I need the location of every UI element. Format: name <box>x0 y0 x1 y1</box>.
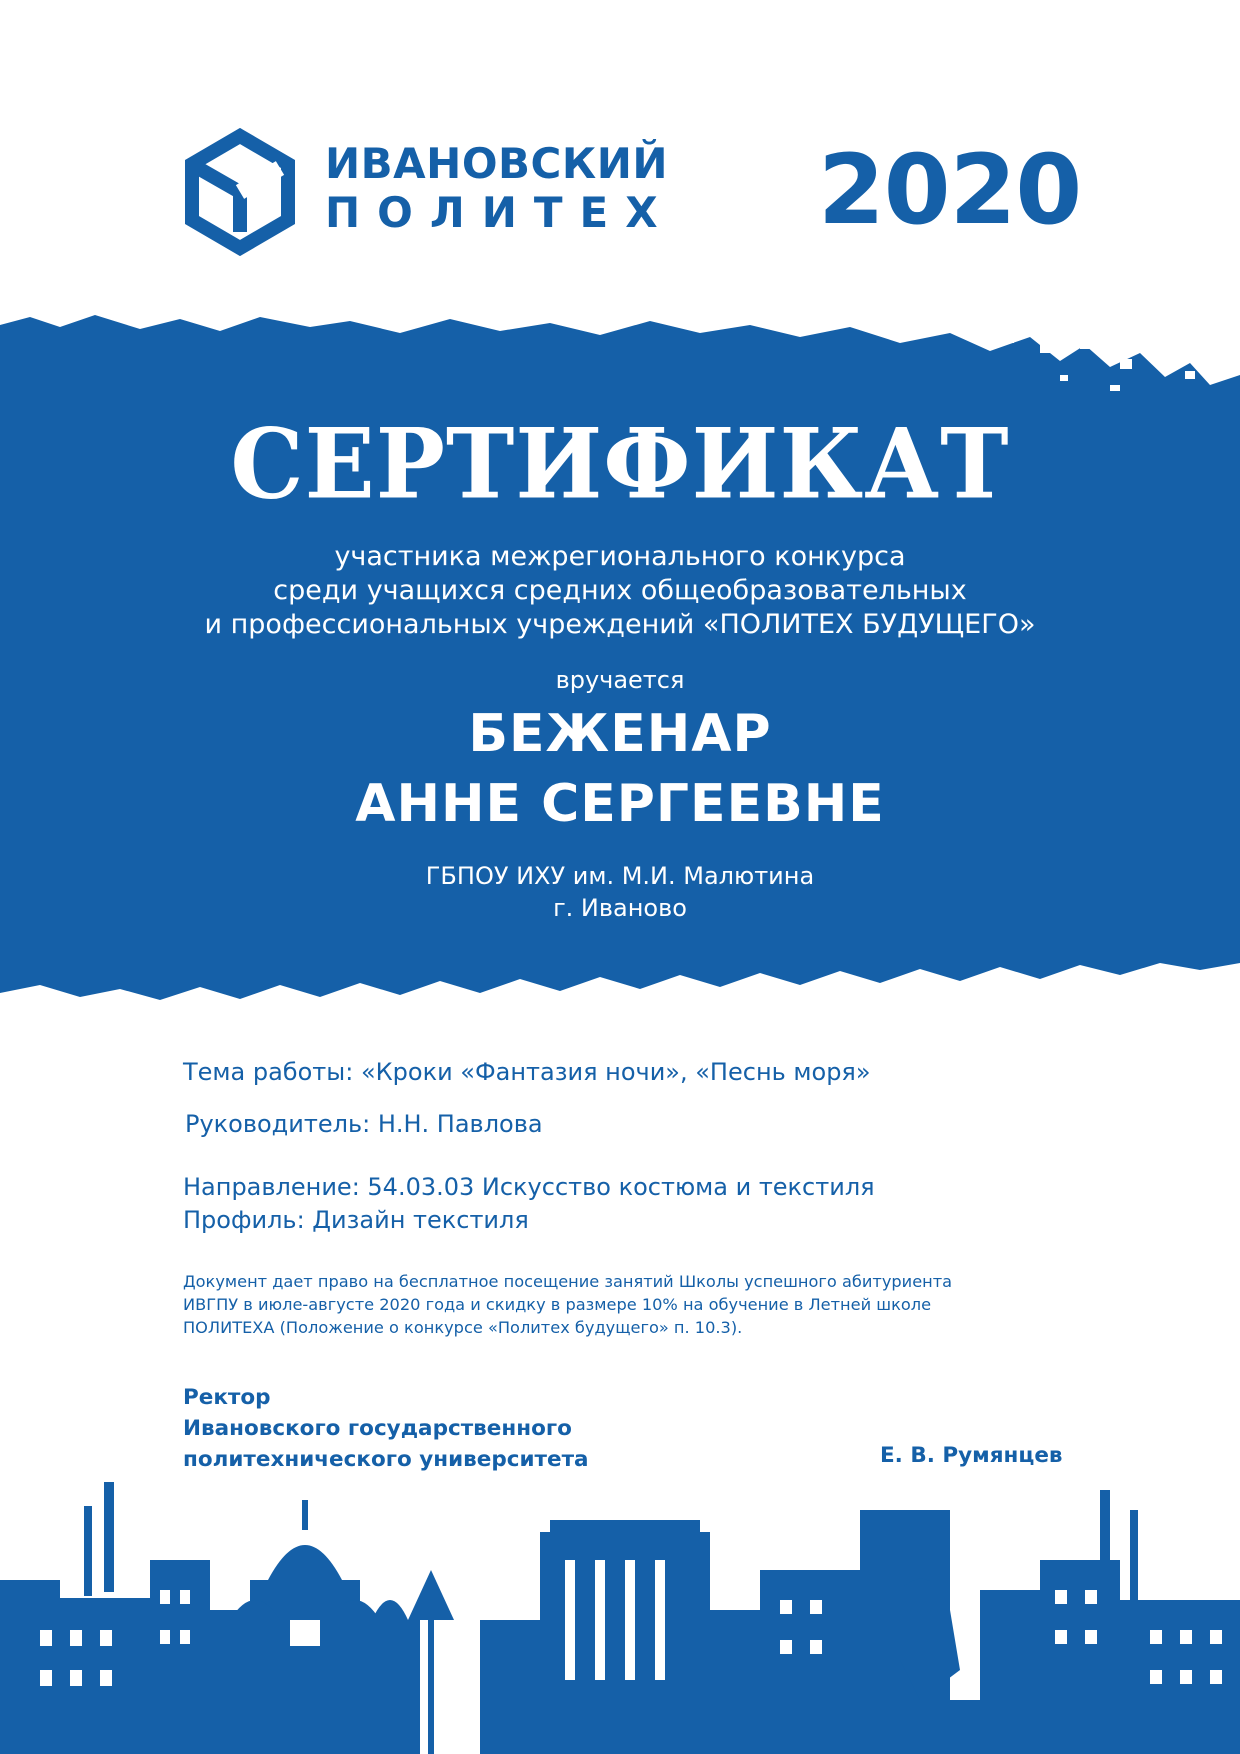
note-line: ПОЛИТЕХА (Положение о конкурсе «Политех будущего» п. 10.3). <box>183 1318 743 1337</box>
recipient-organization <box>0 860 1240 924</box>
subtitle-line: среди учащихся средних общеобразовательных <box>273 575 967 606</box>
rector-title <box>183 1382 589 1475</box>
subtitle-line: и профессиональных учреждений «ПОЛИТЕХ БУДУЩЕГО» <box>204 609 1036 640</box>
direction-block <box>183 1171 875 1237</box>
city-skyline-illustration <box>0 1470 1240 1754</box>
rector-line: политехнического университета <box>183 1447 589 1472</box>
recipient-surname: БЕЖЕНАР <box>468 704 772 764</box>
awarded-label: вручается <box>555 666 685 694</box>
logo-text-line2: ПОЛИТЕХ <box>325 188 675 237</box>
rector-line: Ректор <box>183 1385 271 1410</box>
note-line: ИВГПУ в июле-августе 2020 года и скидку в размере 10% на обучение в Летней школе <box>183 1295 932 1314</box>
rector-name: Е. В. Румянцев <box>880 1443 1063 1468</box>
certificate-subtitle <box>0 540 1240 642</box>
work-topic: Тема работы: «Кроки «Фантазия ночи», «Песнь моря» <box>183 1058 871 1086</box>
certificate-title: СЕРТИФИКАТ <box>230 407 1010 521</box>
direction: Направление: 54.03.03 Искусство костюма и текстиля <box>183 1173 875 1201</box>
supervisor: Руководитель: Н.Н. Павлова <box>185 1110 543 1138</box>
year: 2020 <box>818 134 1082 246</box>
rector-line: Ивановского государственного <box>183 1416 572 1441</box>
logo-text-line1: ИВАНОВСКИЙ <box>325 139 668 188</box>
recipient-given-names: АННЕ СЕРГЕЕВНЕ <box>355 774 885 834</box>
benefit-note <box>183 1270 952 1339</box>
organization-name: ГБПОУ ИХУ им. М.И. Малютина <box>425 862 815 890</box>
organization-city: г. Иваново <box>553 894 687 922</box>
profile: Профиль: Дизайн текстиля <box>183 1206 529 1234</box>
note-line: Документ дает право на бесплатное посещение занятий Школы успешного абитуриента <box>183 1272 953 1291</box>
subtitle-line: участника межрегионального конкурса <box>334 541 906 572</box>
hexagon-logo-icon <box>180 128 300 256</box>
